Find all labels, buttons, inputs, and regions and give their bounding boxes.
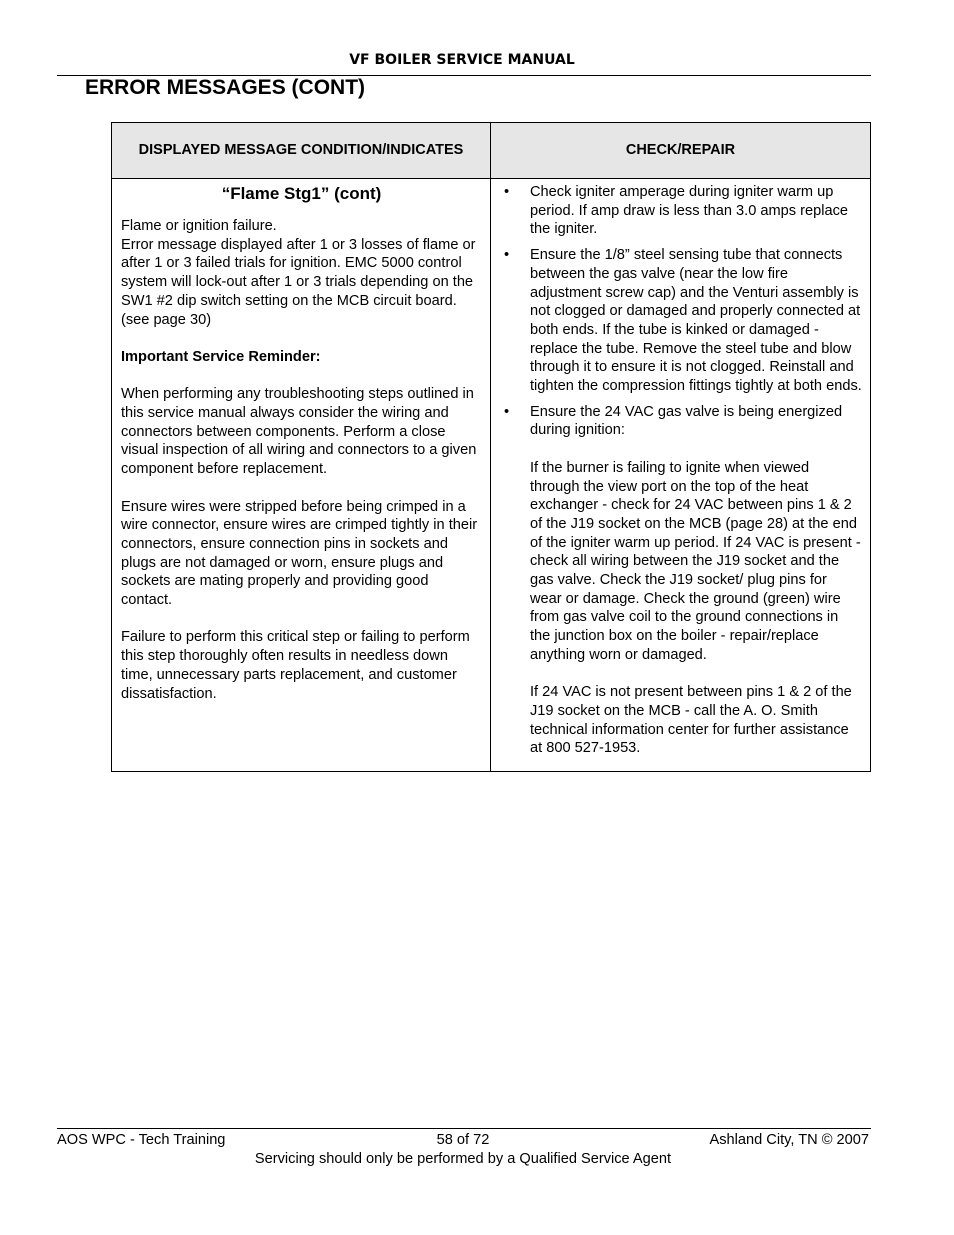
check-subparagraph-2: If 24 VAC is not present between pins 1 & 2 of the J19 socket on the MCB - call the A. O. Smith technical information center for further assistance at 800 527-1953.: [530, 684, 852, 757]
manual-header: VF BOILER SERVICE MANUAL: [349, 52, 575, 68]
reminder-heading: Important Service Reminder:: [121, 348, 321, 365]
bullet: •: [504, 247, 510, 264]
reminder-paragraph-2: Ensure wires were stripped before being crimped in a wire connector, ensure wires are crimped tightly in their connectors, ensure connection pins in sockets and plugs are not damaged or worn, ensure plugs and sockets are mating properly and providing good contact.: [121, 498, 478, 609]
footer-note: Servicing should only be performed by a Qualified Service Agent: [254, 1151, 672, 1167]
check-item-text: Ensure the 24 VAC gas valve is being energized during ignition:: [530, 403, 843, 439]
list-item: [500, 246, 862, 396]
section-title: ERROR MESSAGES (CONT): [85, 76, 366, 99]
column-header-check-repair: [491, 123, 871, 179]
check-item-text: Check igniter amperage during igniter warm up period. If amp draw is less than 3.0 amps replace the igniter.: [530, 184, 848, 238]
footer-left: AOS WPC - Tech Training: [57, 1132, 226, 1148]
list-item: [500, 183, 862, 239]
column-header-check-label: CHECK/REPAIR: [625, 142, 736, 158]
column-header-condition: [112, 123, 491, 179]
column-header-condition-label: DISPLAYED MESSAGE CONDITION/INDICATES: [138, 142, 464, 158]
table-row: [112, 179, 871, 772]
error-messages-table: [111, 122, 871, 772]
check-item-text: Ensure the 1/8” steel sensing tube that connects between the gas valve (near the low fire adjustment screw cap) and the Venturi assembly is not clogged or damaged and properly connected at both ends. If the tube is kinked or damaged - replace the tube. Remove the steel tube and blow through it to ensure it is not clogged. Reinstall and tighten the compression fittings tightly at both ends.: [530, 247, 862, 395]
bullet: •: [504, 403, 510, 420]
condition-title: “Flame Stg1” (cont): [221, 184, 382, 203]
condition-cell: [112, 179, 491, 772]
condition-desc-line1: Flame or ignition failure.: [121, 218, 277, 234]
check-subparagraph-1: If the burner is failing to ignite when viewed through the view port on the top of the heat exchanger - check for 24 VAC between pins 1 & 2 of the J19 socket on the MCB (page 28) at the end of the igniter warm up period. If 24 VAC is present - check all wiring between the J19 socket and the gas valve. Check the J19 socket/ plug pins for wear or damage. Check the ground (green) wire from gas valve coil to the ground connections in the junction box on the boiler - repair/replace anything worn or damaged.: [530, 459, 861, 663]
footer-divider: [57, 1128, 871, 1129]
check-repair-cell: [491, 179, 871, 772]
page-number: 58 of 72: [436, 1132, 490, 1148]
footer-right: Ashland City, TN © 2007: [709, 1132, 869, 1148]
bullet: •: [504, 184, 510, 200]
reminder-paragraph-1: When performing any troubleshooting steps outlined in this service manual always consider the wiring and connectors between components. Perform a close visual inspection of all wiring and connectors to a given component before replacement.: [121, 386, 477, 478]
reminder-paragraph-3: Failure to perform this critical step or failing to perform this step thoroughly often results in needless down time, unnecessary parts replacement, and customer dissatisfaction.: [121, 629, 470, 702]
list-item: [500, 403, 862, 758]
check-repair-list: [500, 183, 862, 758]
table-header-row: [112, 123, 871, 179]
condition-desc-line2: Error message displayed after 1 or 3 losses of flame or after 1 or 3 failed trials for ignition. EMC 5000 control system will lock-out after 1 or 3 trials depending on the SW1 #2 dip switch setting on the MCB circuit board. (see page 30): [121, 236, 476, 328]
